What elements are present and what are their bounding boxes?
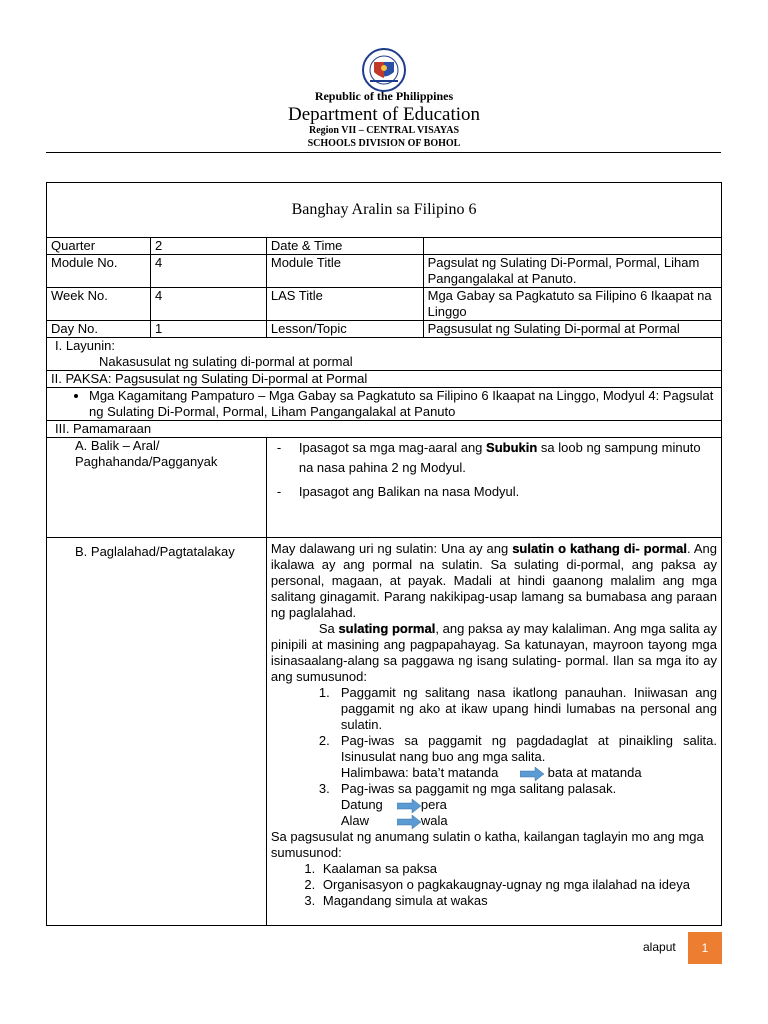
paglalahad-label: B. Paglalahad/Pagtatalakay	[47, 538, 267, 926]
division-label: SCHOOLS DIVISION OF BOHOL	[307, 138, 461, 149]
lesson-topic-label: Lesson/Topic	[266, 321, 423, 338]
formal-rule-2-example: Halimbawa: bata’t matanda bata at matanda	[340, 765, 642, 780]
footer-author: alaput	[643, 940, 676, 954]
subukin-callout: Subukin	[486, 440, 538, 455]
paglalahad-paragraph-1: May dalawang uri ng sulatin: Una ay ang sulatin o kathang di- pormal. Ang ikalawa ay ang pormal na sulatin. Sa sulating di-pormal, ang paksa ay personal, magaan, at payak. Madali at hindi gaanong malalim ang mga salitang ginagamit. Parang nakikipag-usap lamang sa bumabasa ang paraan ng paglalahad.	[270, 541, 717, 620]
paglalahad-paragraph-3: Sa pagsusulat ng anumang sulatin o katha, kailangan taglayin mo ang mga sumusunod:	[270, 829, 704, 860]
paksa-heading: II. PAKSA: Pagsusulat ng Sulating Di-pormal at Pormal	[47, 371, 722, 388]
formal-rule-3-example: Alaw wala	[340, 813, 448, 828]
formal-rule-2: 2. Pag-iwas sa paggamit ng pagdadaglat at pinaikling salita. Isinusulat nang buo ang mga salita.	[318, 733, 717, 764]
layunin-heading	[47, 338, 722, 371]
arrow-right-icon	[397, 815, 421, 829]
formal-rule-3: 3. Pag-iwas sa paggamit ng mga salitang palasak.	[318, 781, 617, 796]
lesson-topic-value: Pagsusulat ng Sulating Di-pormal at Pormal	[423, 321, 721, 338]
day-label: Day No.	[47, 321, 151, 338]
document-title: Banghay Aralin sa Filipino 6	[47, 183, 722, 238]
date-label: Date & Time	[266, 238, 423, 255]
meta-row-week	[47, 288, 722, 321]
las-title-label: LAS Title	[266, 288, 423, 321]
layunin-text: Nakasusulat ng sulating di-pormal at pormal	[99, 354, 353, 369]
republic-label: Republic of the Philippines	[314, 89, 454, 103]
formal-rule-1: 1. Paggamit ng salitang nasa ikatlong panauhan. Iniiwasan ang paggamit ng ako at ikaw upang hindi lumabas na personal ang sulatin.	[318, 685, 717, 732]
day-value: 1	[150, 321, 266, 338]
lesson-plan-table	[46, 182, 722, 926]
quarter-label: Quarter	[47, 238, 151, 255]
meta-row-day	[47, 321, 722, 338]
deped-seal-logo	[344, 48, 424, 92]
paglalahad-content	[266, 538, 721, 926]
module-title-label: Module Title	[266, 255, 423, 288]
paksa-materials	[47, 388, 722, 421]
balik-aral-label: A. Balik – Aral/ Paghahanda/Pagganyak	[47, 438, 267, 538]
formal-rule-3-example: Datung pera	[340, 797, 447, 812]
paksa-materials-item: • Mga Kagamitang Pampaturo – Mga Gabay sa Pagkatuto sa Filipino 6 Ikaapat na Linggo, Modyul 4: Pagsulat ng Sulating Di-Pormal, Pormal, Liham Pangangalakal at Panuto	[89, 388, 717, 420]
date-value	[423, 238, 721, 255]
region-label: Region VII – CENTRAL VISAYAS	[308, 125, 460, 136]
meta-row-quarter	[47, 238, 722, 255]
header-divider	[46, 152, 721, 153]
list-item: 1. Kaalaman sa paksa	[319, 861, 717, 877]
department-title: Department of Education	[287, 104, 481, 125]
quarter-value: 2	[150, 238, 266, 255]
list-item: 3. Magandang simula at wakas	[319, 893, 717, 909]
page-number-badge: 1	[688, 932, 722, 964]
balik-aral-item: - Ipasagot sa mga mag-aaral ang Subukin sa loob ng sampung minuto na nasa pahina 2 ng Modyul.	[299, 438, 717, 478]
module-title-value: Pagsulat ng Sulating Di-Pormal, Pormal, Liham Pangangalakal at Panuto.	[423, 255, 721, 288]
meta-row-module	[47, 255, 722, 288]
balik-aral-item: - Ipasagot ang Balikan na nasa Modyul.	[299, 482, 717, 502]
week-label: Week No.	[47, 288, 151, 321]
module-value: 4	[150, 255, 266, 288]
paglalahad-paragraph-2: Sa sulating pormal, ang paksa ay may kalaliman. Ang mga salita ay pinipili at masining ang pagpapahayag. Sa katunayan, mayroon tayong mga isinasaalang-alang sa paggawa ng isang sulating- pormal. Ilan sa mga ito ay ang sumusunod:	[270, 621, 718, 684]
pamamaraan-heading: III. Pamamaraan	[47, 421, 722, 438]
las-title-value: Mga Gabay sa Pagkatuto sa Filipino 6 Ikaapat na Linggo	[423, 288, 721, 321]
arrow-right-icon	[520, 767, 544, 781]
layunin-heading-text: I. Layunin:	[55, 338, 115, 353]
module-label: Module No.	[47, 255, 151, 288]
list-item: 2. Organisasyon o pagkakaugnay-ugnay ng mga ilalahad na ideya	[319, 877, 717, 893]
balik-aral-content	[266, 438, 721, 538]
writing-requirements-list	[271, 861, 717, 909]
arrow-right-icon	[397, 799, 421, 813]
week-value: 4	[150, 288, 266, 321]
